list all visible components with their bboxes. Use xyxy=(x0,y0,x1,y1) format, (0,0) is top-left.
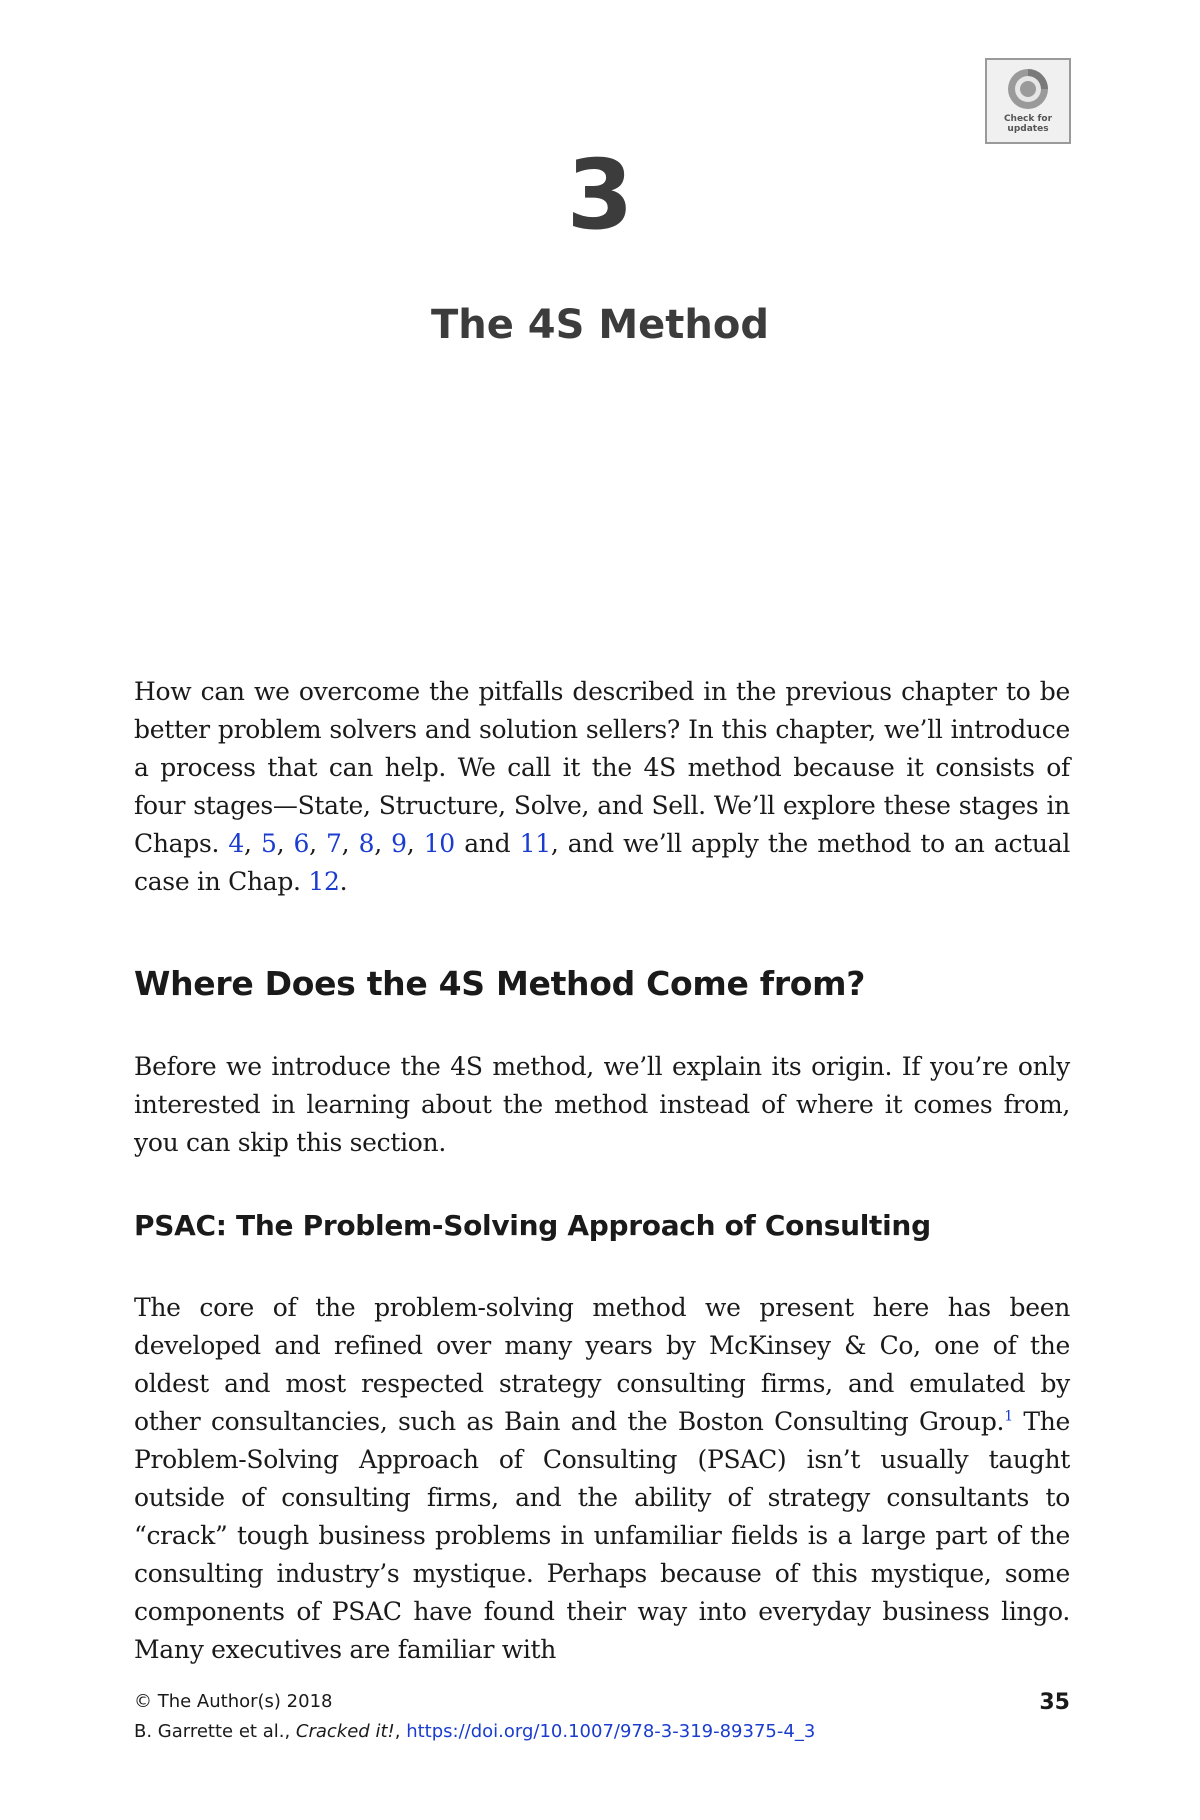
check-for-updates-icon xyxy=(1005,66,1051,112)
subsection-heading: PSAC: The Problem-Solving Approach of Consulting xyxy=(134,1209,931,1242)
citation xyxy=(134,1719,815,1745)
chapter-link-7[interactable]: 7 xyxy=(326,829,342,858)
check-for-updates-label: Check for updates xyxy=(1003,114,1053,134)
citation-book: Cracked it! xyxy=(295,1721,395,1742)
intro-and-text: and xyxy=(454,829,520,858)
chapter-link-10[interactable]: 10 xyxy=(423,829,455,858)
section-paragraph: Before we introduce the 4S method, we’ll explain its origin. If you’re only interested in learning about the method instead of where it comes from, you can skip this section. xyxy=(134,1052,1070,1157)
subsection-paragraph xyxy=(134,1289,1070,1669)
doi-link[interactable]: https://doi.org/10.1007/978-3-319-89375-4_3 xyxy=(406,1721,816,1742)
chapter-link-6[interactable]: 6 xyxy=(293,829,310,858)
citation-authors: B. Garrette et al., xyxy=(134,1721,296,1742)
chapter-title: The 4S Method xyxy=(430,302,770,348)
chapter-link-9[interactable]: 9 xyxy=(391,829,407,858)
chapter-link-4[interactable]: 4 xyxy=(228,829,245,858)
chapter-link-5[interactable]: 5 xyxy=(260,829,277,858)
subsection-text-continued: The Problem-Solving Approach of Consulting (PSAC) isn’t usually taught outside of consulting firms, and the ability of strategy consultants to “crack” tough business problems in unfamiliar fields is a large part of the consulting industry’s mystique. Perhaps because of this mystique, some components of PSAC have found their way into everyday business lingo. Many executives are familiar with xyxy=(134,1407,1070,1664)
intro-text-continued: , and we’ll apply the method to an actual case in Chap. xyxy=(134,829,1071,896)
page-number: 35 xyxy=(1039,1690,1070,1715)
intro-text: How can we overcome the pitfalls described in the previous chapter to be better problem solvers and solution sellers? In this chapter, we’ll introduce a process that can help. We call it the 4S method because it consists of four stages—State, Structure, Solve, and Sell. We’ll explore these stages in Chaps. xyxy=(134,677,1070,858)
citation-separator: , xyxy=(394,1721,407,1742)
chapter-link-8[interactable]: 8 xyxy=(358,829,375,858)
copyright: © The Author(s) 2018 xyxy=(134,1691,333,1712)
intro-paragraph: How can we overcome the pitfalls described in the previous chapter to be better problem solvers and solution sellers? In this chapter, we’ll introduce a process that can help. We call it the 4S method because it consists of four stages—State, Structure, Solve, and Sell. We’ll explore these stages in Chaps. 4, 5, 6, 7, 8, 9, 10 and 11, and we’ll apply the method to an actual case in Chap. 12. xyxy=(134,677,1071,896)
chapter-link-11[interactable]: 11 xyxy=(519,829,551,858)
intro-end: . xyxy=(339,867,348,896)
subsection-text: The core of the problem-solving method we present here has been developed and refined over many years by McKinsey & Co, one of the oldest and most respected strategy consulting firms, and emulated by other consultancies, such as Bain and the Boston Consulting Group. xyxy=(134,1293,1070,1436)
chapter-link-12[interactable]: 12 xyxy=(308,867,340,896)
footnote-link[interactable]: 1 xyxy=(1004,1408,1013,1425)
chapter-number: 3 xyxy=(566,139,634,251)
section-heading: Where Does the 4S Method Come from? xyxy=(134,964,866,1003)
check-for-updates-badge[interactable] xyxy=(985,58,1071,144)
